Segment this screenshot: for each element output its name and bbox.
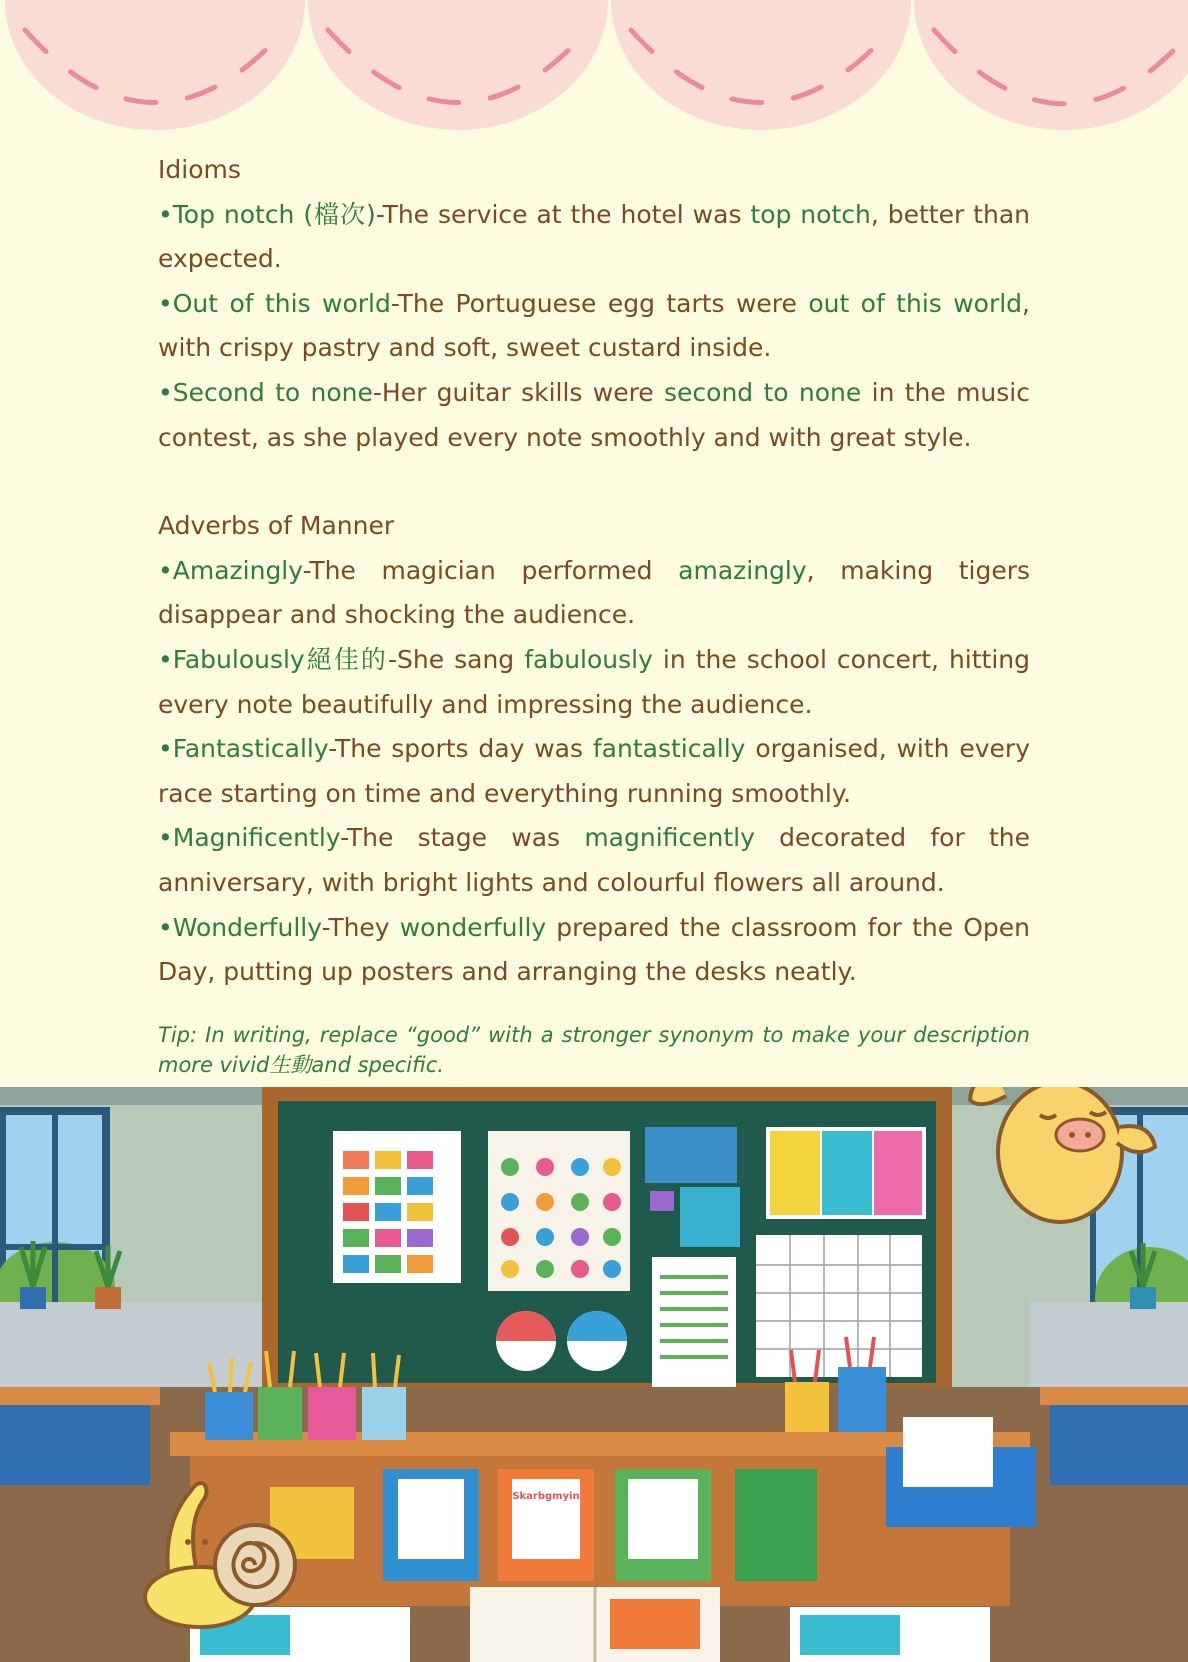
section-spacer (158, 460, 1030, 504)
adverb-item-fabulously: •Fabulously絕佳的-She sang fabulously in the school concert, hitting every note beautifully and impressing the audience. (158, 644, 1031, 719)
adverb-item-amazingly: •Amazingly-The magician performed amazingly, making tigers disappear and shocking the audience. (158, 555, 1030, 630)
adverb-item-fantastically: •Fantastically-The sports day was fantastically organised, with every race starting on time and everything running smoothly. (158, 734, 1030, 808)
poster-calendar (756, 1235, 922, 1377)
poster-chart (652, 1257, 736, 1387)
right-cabinet (1030, 1302, 1188, 1397)
adverbs-heading: Adverbs of Manner (158, 511, 395, 541)
worksheet-content (158, 148, 1030, 995)
poster-label: Skarbgmyin (512, 1491, 580, 1502)
idiom-item-top-notch: •Top notch (檔次)-The service at the hotel was top notch, better than expected. (158, 199, 1030, 274)
adverb-term: Wonderfully (172, 912, 322, 942)
idiom-term: Out of this world (172, 288, 391, 318)
adverb-item-wonderfully: •Wonderfully-They wonderfully prepared the classroom for the Open Day, putting up posters and arranging the desks neatly. (158, 912, 1030, 987)
idiom-item-out-of-this-world: •Out of this world-The Portuguese egg tarts were out of this world, with crispy pastry and soft, sweet custard inside. (158, 288, 1030, 363)
adverb-item-magnificently: •Magnificently-The stage was magnificently decorated for the anniversary, with bright lights and colourful flowers all around. (158, 823, 1031, 897)
classroom-illustration (0, 1087, 1188, 1662)
poster-color-grid (333, 1131, 461, 1283)
poster-icons (488, 1131, 630, 1291)
adverb-term: Magnificently (172, 823, 341, 853)
idioms-heading: Idioms (158, 155, 241, 184)
idiom-term: Second to none (172, 377, 373, 407)
idiom-item-second-to-none: •Second to none-Her guitar skills were second to none in the music contest, as she played every note smoothly and with great style. (158, 377, 1030, 452)
adverb-term: Fantastically (172, 734, 329, 764)
writing-tip: Tip: In writing, replace “good” with a stronger synonym to make your description more vivid生動and specific. (158, 1023, 1030, 1077)
idiom-term: Top notch (檔次) (172, 199, 376, 229)
student-desk-left (0, 1387, 160, 1405)
scalloped-header-border (0, 0, 1188, 140)
adverb-term: Amazingly (172, 555, 303, 585)
adverb-term: Fabulously絕佳的 (172, 644, 388, 674)
poster-color-table (766, 1127, 926, 1219)
student-desk-right (1040, 1387, 1188, 1405)
